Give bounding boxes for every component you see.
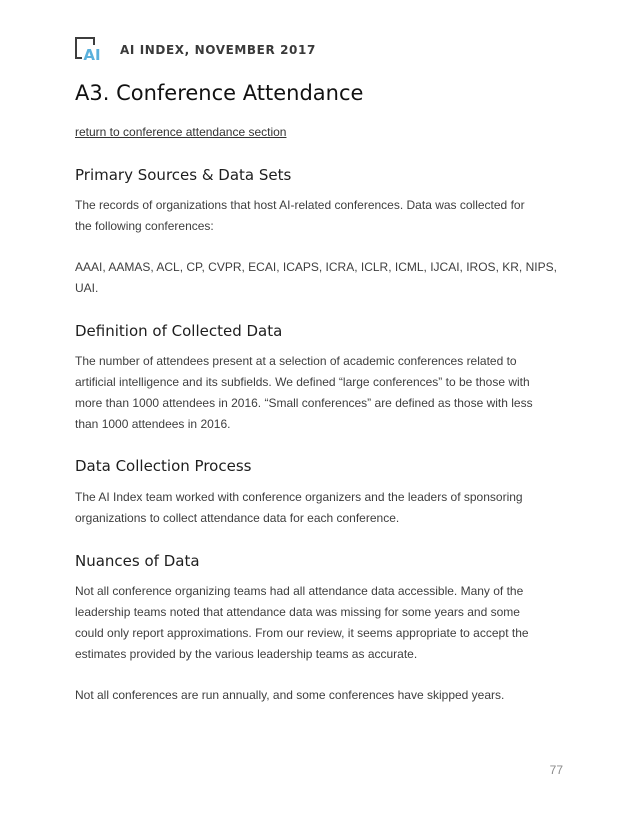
text-line: estimates provided by the various leadership teams as accurate.	[75, 647, 418, 661]
text-line: Not all conference organizing teams had all attendance data accessible. Many of the	[75, 584, 524, 598]
paragraph-primary-sources	[75, 195, 575, 237]
text-line: UAI.	[75, 281, 99, 295]
ai-index-logo-icon	[75, 37, 103, 63]
paragraph-nuances	[75, 581, 575, 665]
text-line: The number of attendees present at a selection of academic conferences related to	[75, 354, 517, 368]
text-line: AAAI, AAMAS, ACL, CP, CVPR, ECAI, ICAPS, ICRA, ICLR, ICML, IJCAI, IROS, KR, NIPS,	[75, 260, 557, 274]
page-header	[75, 37, 316, 63]
text-line: The records of organizations that host AI-related conferences. Data was collected for	[75, 198, 525, 212]
return-link[interactable]: return to conference attendance section	[75, 125, 287, 139]
header-text: AI INDEX, NOVEMBER 2017	[120, 43, 316, 57]
text-line: than 1000 attendees in 2016.	[75, 417, 231, 431]
text-line: leadership teams noted that attendance data was missing for some years and some	[75, 605, 520, 619]
page-number: 77	[549, 763, 563, 777]
text-line: The AI Index team worked with conference organizers and the leaders of sponsoring	[75, 490, 523, 504]
paragraph-conference-list	[75, 257, 575, 299]
paragraph-collection-process	[75, 487, 575, 529]
text-line: the following conferences:	[75, 219, 214, 233]
section-heading-collection-process: Data Collection Process	[75, 457, 252, 475]
text-line: Not all conferences are run annually, and some conferences have skipped years.	[75, 688, 505, 702]
page-title: A3. Conference Attendance	[75, 81, 364, 105]
text-line: organizations to collect attendance data for each conference.	[75, 511, 400, 525]
paragraph-skipped-years	[75, 685, 575, 706]
section-heading-nuances: Nuances of Data	[75, 552, 200, 570]
section-heading-definition: Definition of Collected Data	[75, 322, 283, 340]
text-line: artificial intelligence and its subfields. We defined “large conferences” to be those with	[75, 375, 530, 389]
text-line: more than 1000 attendees in 2016. “Small conferences” are defined as those with less	[75, 396, 533, 410]
logo-mark: AI	[83, 46, 101, 63]
section-heading-primary-sources: Primary Sources & Data Sets	[75, 166, 292, 184]
text-line: could only report approximations. From our review, it seems appropriate to accept the	[75, 626, 529, 640]
paragraph-definition	[75, 351, 575, 435]
